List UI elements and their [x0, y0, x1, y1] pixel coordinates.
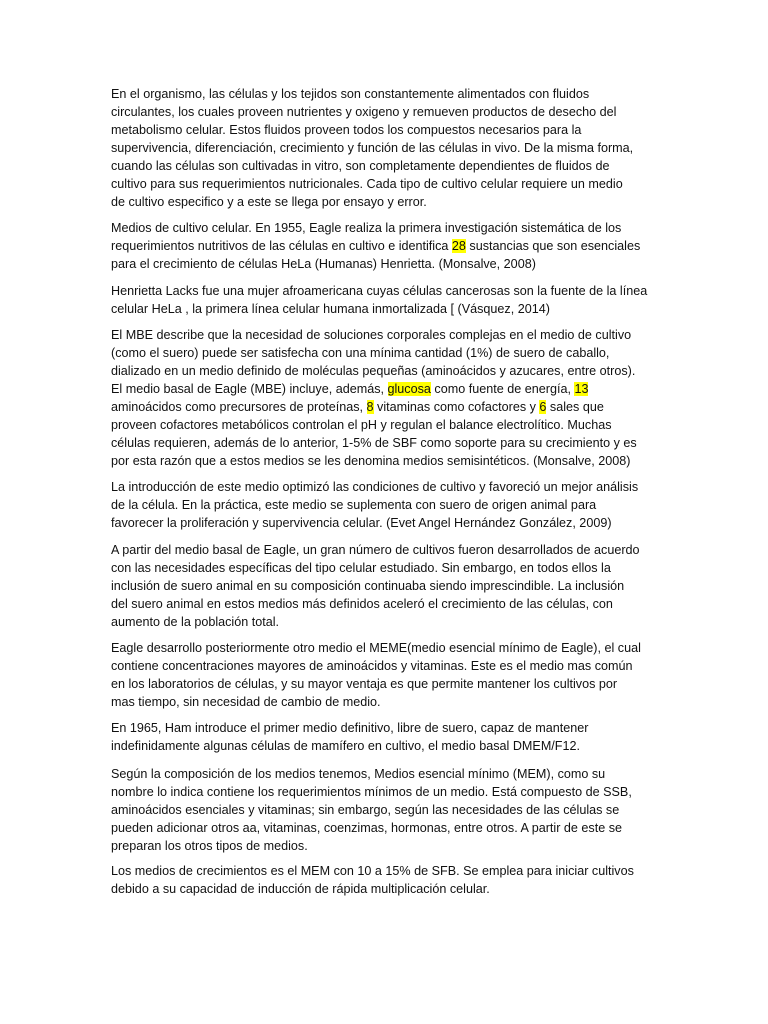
text-segment: Medios de cultivo celular. En 1955, Eagle realiza la primera investigación sistemática de los [111, 221, 622, 235]
text-line [111, 300, 671, 318]
highlighted-text: 8 [366, 400, 374, 414]
text-segment: como fuente de energía, [430, 382, 575, 396]
paragraph-growth-media [111, 862, 671, 898]
text-segment: Henrietta Lacks fue una mujer afroamericana cuyas células cancerosas son la fuente de la línea [111, 284, 648, 298]
text-line [111, 496, 671, 514]
text-line [111, 719, 671, 737]
text-segment: por esta razón que a estos medios se les denomina medios semisintéticos. (Monsalve, 2008) [111, 454, 631, 468]
text-segment: supervivencia, diferenciación, crecimiento y función de las células in vivo. De la misma forma, [111, 141, 634, 155]
text-line [111, 693, 671, 711]
text-segment: celular HeLa , la primera línea celular humana inmortalizada [ (Vásquez, 2014) [111, 302, 550, 316]
text-segment: aminoácidos esenciales y vitaminas; sin embargo, según las necesidades de las células se [111, 803, 620, 817]
text-line [111, 344, 671, 362]
text-line [111, 657, 671, 675]
text-line [111, 219, 671, 237]
text-line [111, 398, 671, 416]
text-segment: mas tiempo, sin necesidad de cambio de medio. [111, 695, 381, 709]
text-segment: proveen cofactores metabólicos controlan el pH y regulan el balance electrolítico. Muchas [111, 418, 612, 432]
text-segment: Eagle desarrollo posteriormente otro medio el MEME(medio esencial mínimo de Eagle), el cual [111, 641, 641, 655]
text-line [111, 282, 671, 300]
paragraph-mem-composition [111, 765, 671, 855]
text-line [111, 613, 671, 631]
text-segment: El medio basal de Eagle (MBE) incluye, además, [111, 382, 388, 396]
text-line [111, 103, 671, 121]
text-segment: de la célula. En la práctica, este medio se suplementa con suero de origen animal para [111, 498, 597, 512]
text-segment: sales que [546, 400, 604, 414]
text-line [111, 577, 671, 595]
text-segment: La introducción de este medio optimizó las condiciones de cultivo y favoreció un mejor análisis [111, 480, 639, 494]
text-segment: de cultivo especifico y a este se llega por ensayo y error. [111, 195, 427, 209]
text-segment: contiene concentraciones mayores de aminoácidos y vitaminas. Este es el medio mas común [111, 659, 633, 673]
text-segment: con las necesidades específicas del tipo celular estudiado. Sin embargo, en todos ellos la [111, 561, 611, 575]
text-segment: metabolismo celular. Estos fluidos proveen todos los compuestos necesarios para la [111, 123, 582, 137]
text-line [111, 139, 671, 157]
text-segment: dializado en un medio definido de moléculas pequeñas (aminoácidos y azucares, entre otros). [111, 364, 636, 378]
text-line [111, 765, 671, 783]
text-segment: debido a su capacidad de inducción de rápida multiplicación celular. [111, 882, 490, 896]
text-line [111, 639, 671, 657]
text-line [111, 675, 671, 693]
paragraph-culture-media [111, 219, 671, 273]
text-line [111, 880, 671, 898]
text-segment: del suero animal en estos medios más definidos aceleró el crecimiento de las células, con [111, 597, 613, 611]
text-segment: aumento de la población total. [111, 615, 280, 629]
text-segment: Los medios de crecimientos es el MEM con 10 a 15% de SFB. Se emplea para iniciar cultivos [111, 864, 634, 878]
text-line [111, 237, 671, 255]
text-line [111, 121, 671, 139]
text-line [111, 595, 671, 613]
text-line [111, 801, 671, 819]
paragraph-intro [111, 85, 671, 211]
text-segment: favorecer la proliferación y supervivencia celular. (Evet Angel Hernández González, 2009) [111, 516, 612, 530]
text-segment: requerimientos nutritivos de las células en cultivo e identifica [111, 239, 452, 253]
text-segment: para el crecimiento de células HeLa (Humanas) Henrietta. (Monsalve, 2008) [111, 257, 536, 271]
highlighted-text: 28 [451, 239, 466, 253]
text-segment: inclusión de suero animal en su composición continuaba siendo imprescindible. La inclusión [111, 579, 625, 593]
text-line [111, 783, 671, 801]
text-line [111, 541, 671, 559]
text-segment: preparan los otros tipos de medios. [111, 839, 308, 853]
paragraph-optimization [111, 478, 671, 532]
text-line [111, 85, 671, 103]
text-line [111, 326, 671, 344]
text-segment: En el organismo, las células y los tejidos son constantemente alimentados con fluidos [111, 87, 590, 101]
text-segment: vitaminas como cofactores y [373, 400, 540, 414]
text-line [111, 362, 671, 380]
text-line [111, 837, 671, 855]
text-segment: Según la composición de los medios tenemos, Medios esencial mínimo (MEM), como su [111, 767, 606, 781]
text-line [111, 559, 671, 577]
text-segment: sustancias que son esenciales [465, 239, 641, 253]
text-segment: cuando las células son cultivadas in vitro, son completamente dependientes de fluidos de [111, 159, 610, 173]
text-line [111, 819, 671, 837]
text-segment: células requieren, además de lo anterior, 1-5% de SBF como soporte para su crecimiento y es [111, 436, 637, 450]
text-segment: circulantes, los cuales proveen nutrientes y oxigeno y remueven productos de desecho del [111, 105, 617, 119]
text-line [111, 452, 671, 470]
highlighted-text: glucosa [387, 382, 431, 396]
text-line [111, 175, 671, 193]
text-segment: nombre lo indica contiene los requerimientos mínimos de un medio. Está compuesto de SSB, [111, 785, 632, 799]
paragraph-meme [111, 639, 671, 711]
text-segment: A partir del medio basal de Eagle, un gran número de cultivos fueron desarrollados de acuerdo [111, 543, 640, 557]
highlighted-text: 6 [539, 400, 547, 414]
text-line [111, 434, 671, 452]
paragraph-mbe [111, 326, 671, 470]
text-line [111, 193, 671, 211]
text-segment: en los laboratorios de células, y su mayor ventaja es que permite mantener los cultivos por [111, 677, 618, 691]
text-segment: pueden adicionar otros aa, vitaminas, coenzimas, hormonas, entre otros. A partir de este se [111, 821, 623, 835]
paragraph-ham-1965 [111, 719, 671, 755]
text-line [111, 255, 671, 273]
text-segment: En 1965, Ham introduce el primer medio definitivo, libre de suero, capaz de mantener [111, 721, 589, 735]
paragraph-eagle-basal-medium [111, 541, 671, 631]
text-segment: cultivo para sus requerimientos nutricionales. Cada tipo de cultivo celular requiere un medio [111, 177, 623, 191]
text-segment: indefinidamente algunas células de mamífero en cultivo, el medio basal DMEM/F12. [111, 739, 581, 753]
text-line [111, 478, 671, 496]
text-segment: (como el suero) puede ser satisfecha con una mínima cantidad (1%) de suero de caballo, [111, 346, 610, 360]
text-line [111, 862, 671, 880]
text-line [111, 514, 671, 532]
paragraph-henrietta-lacks [111, 282, 671, 318]
text-line [111, 416, 671, 434]
text-segment: aminoácidos como precursores de proteínas, [111, 400, 367, 414]
text-line [111, 737, 671, 755]
text-line [111, 380, 671, 398]
text-line [111, 157, 671, 175]
text-segment: El MBE describe que la necesidad de soluciones corporales complejas en el medio de cultivo [111, 328, 632, 342]
highlighted-text: 13 [574, 382, 589, 396]
